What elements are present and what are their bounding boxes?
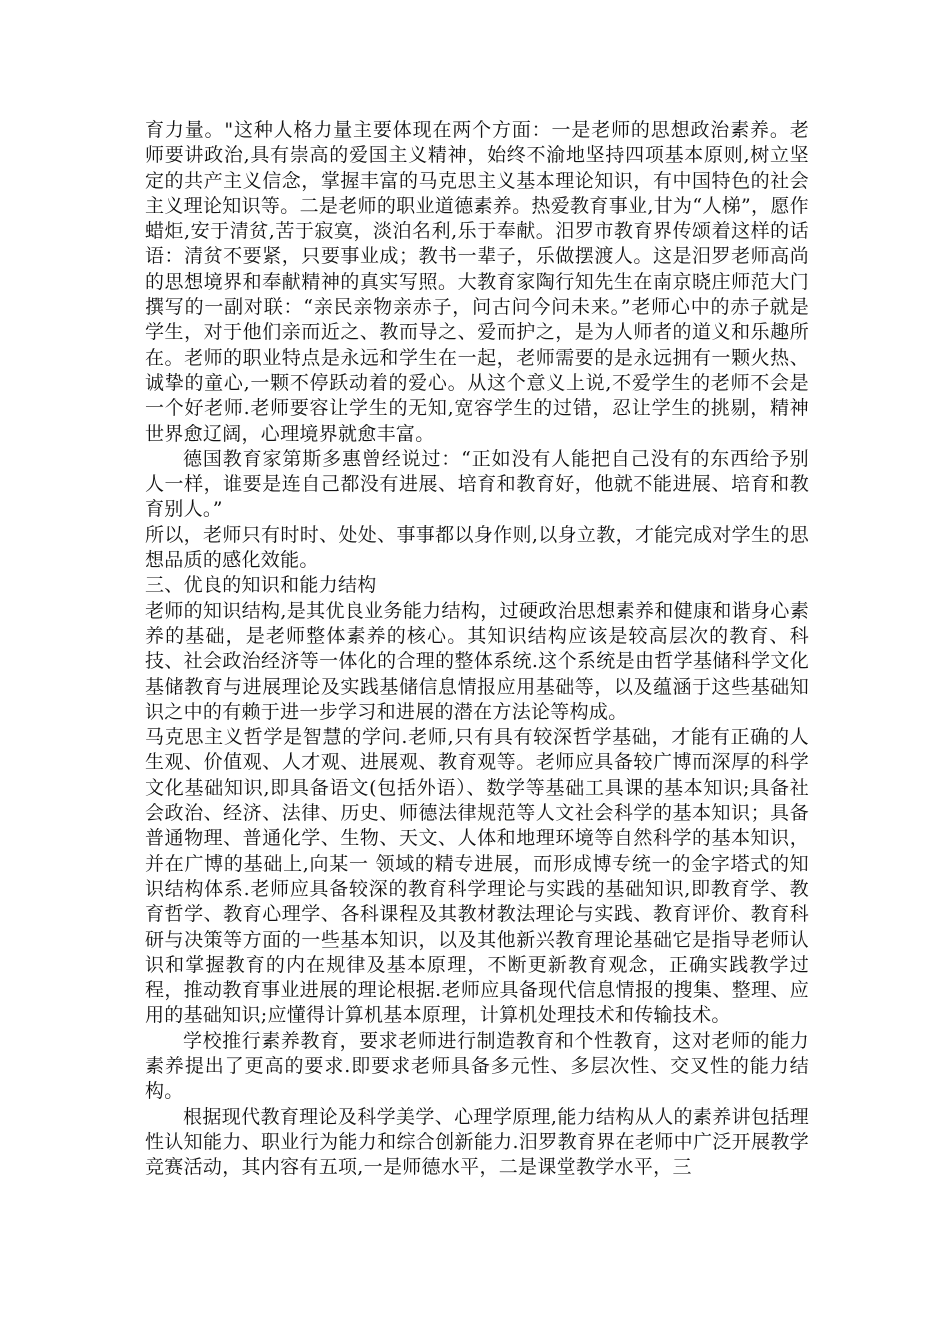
paragraph-diesterweg-quote: 德国教育家第斯多惠曾经说过：“正如没有人能把自己没有的东西给予别人一样，谁要是连自己都没有进展、培育和教育好，他就不能进展、培育和教育别人。” [145, 447, 809, 521]
paragraph-personality-strength: 育力量。"这种人格力量主要体现在两个方面：一是老师的思想政治素养。老师要讲政治,具有崇高的爱国主义精神，始终不渝地坚持四项基本原则,树立坚定的共产主义信念，掌握丰富的马克思主义基本理论知识，有中国特色的社会主义理论知识等。二是老师的职业道德素养。热爱教育事业,甘为“人梯”，愿作蜡炬,安于清贫,苦于寂寞，淡泊名利,乐于奉献。汨罗市教育界传颂着这样的话语：清贫不要紧，只要事业成；教书一辈子，乐做摆渡人。这是汨罗老师高尚的思想境界和奉献精神的真实写照。大教育家陶行知先生在南京晓庄师范大门撰写的一副对联：“亲民亲物亲赤子，问古问今问未来。”老师心中的赤子就是学生，对于他们亲而近之、教而导之、爱而护之，是为人师者的道义和乐趣所在。老师的职业特点是永远和学生在一起，老师需要的是永远拥有一颗火热、诚挚的童心,一颗不停跃动着的爱心。从这个意义上说,不爱学生的老师不会是一个好老师.老师要容让学生的无知,宽容学生的过错，忍让学生的挑剔，精神世界愈辽阔，心理境界就愈丰富。 [145, 119, 809, 445]
paragraph-lead-by-example: 所以，老师只有时时、处处、事事都以身作则,以身立教，才能完成对学生的思想品质的感化效能。 [145, 523, 809, 572]
paragraph-knowledge-structure: 老师的知识结构,是其优良业务能力结构，过硬政治思想素养和健康和谐身心素养的基础，是老师整体素养的核心。其知识结构应该是较高层次的教育、科技、社会政治经济等一体化的合理的整体系统.这个系统是由哲学基储科学文化基储教育与进展理论及实践基储信息情报应用基础等，以及蕴涵于这些基础知识之中的有赖于进一步学习和进展的潜在方法论等构成。 [145, 599, 809, 723]
document-page [145, 118, 809, 1180]
paragraph-quality-education: 学校推行素养教育，要求老师进行制造教育和个性教育，这对老师的能力素养提出了更高的要求.即要求老师具备多元性、多层次性、交叉性的能力结构。 [145, 1029, 809, 1103]
section-heading-knowledge-structure: 三、优良的知识和能力结构 [145, 574, 377, 597]
paragraph-ability-structure: 根据现代教育理论及科学美学、心理学原理,能力结构从人的素养讲包括理性认知能力、职业行为能力和综合创新能力.汨罗教育界在老师中广泛开展教学竞赛活动，其内容有五项,一是师德水平，二是课堂教学水平，三 [145, 1105, 809, 1179]
paragraph-marxist-philosophy: 马克思主义哲学是智慧的学问.老师,只有具有较深哲学基础，才能有正确的人生观、价值观、人才观、进展观、教育观等。老师应具备较广博而深厚的科学文化基础知识,即具备语文(包括外语）、数学等基础工具课的基本知识;具备社会政治、经济、法律、历史、师德法律规范等人文社会科学的基本知识；具备普通物理、普通化学、生物、天文、人体和地理环境等自然科学的基本知识，并在广博的基础上,向某一 领域的精专进展，而形成博专统一的金字塔式的知识结构体系.老师应具备较深的教育科学理论与实践的基础知识,即教育学、教育哲学、教育心理学、各科课程及其教材教法理论与实践、教育评价、教育科研与决策等方面的一些基本知识，以及其他新兴教育理论基础它是指导老师认识和掌握教育的内在规律及基本原理，不断更新教育观念，正确实践教学过程，推动教育事业进展的理论根据.老师应具备现代信息情报的搜集、整理、应用的基础知识;应懂得计算机基本原理，计算机处理技术和传输技术。 [145, 726, 809, 1027]
